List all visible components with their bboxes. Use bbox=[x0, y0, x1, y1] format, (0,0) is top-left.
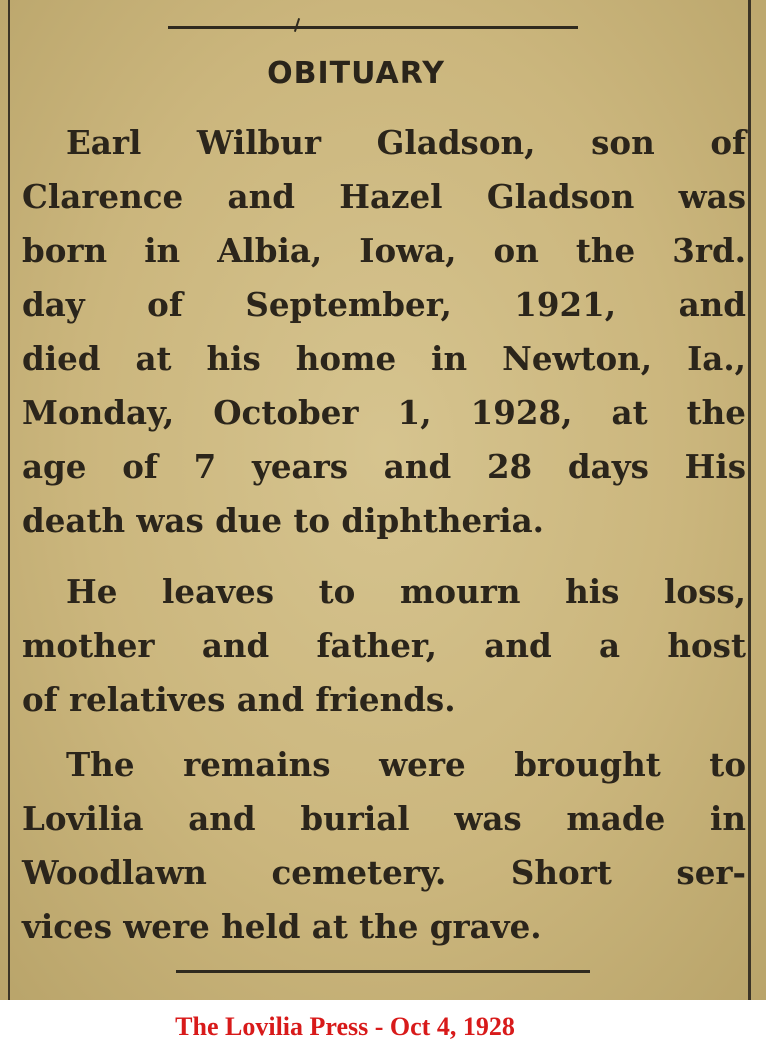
top-rule bbox=[168, 26, 578, 29]
text-line: Lovilia and burial was made in bbox=[22, 799, 746, 838]
text-line: of relatives and friends. bbox=[22, 680, 456, 719]
text-line: He leaves to mourn his loss, bbox=[66, 572, 746, 611]
text-line: born in Albia, Iowa, on the 3rd. bbox=[22, 231, 746, 270]
paragraph-1 bbox=[22, 116, 746, 548]
obituary-heading: OBITUARY bbox=[267, 56, 445, 91]
text-line: Clarence and Hazel Gladson was bbox=[22, 177, 746, 216]
text-line: age of 7 years and 28 days His bbox=[22, 447, 746, 486]
text-line: died at his home in Newton, Ia., bbox=[22, 339, 746, 378]
text-line: death was due to diphtheria. bbox=[22, 501, 544, 540]
text-line: The remains were brought to bbox=[66, 745, 746, 784]
text-line: mother and father, and a host bbox=[22, 626, 746, 665]
bottom-rule bbox=[176, 970, 590, 973]
text-line: Monday, October 1, 1928, at the bbox=[22, 393, 746, 432]
top-rule-mark bbox=[294, 18, 300, 32]
paragraph-2 bbox=[22, 565, 746, 727]
text-line: day of September, 1921, and bbox=[22, 285, 746, 324]
column-rule-right bbox=[748, 0, 751, 1000]
paragraph-3 bbox=[22, 738, 746, 954]
text-line: Earl Wilbur Gladson, son of bbox=[66, 123, 746, 162]
text-line: Woodlawn cemetery. Short ser- bbox=[22, 853, 746, 892]
column-rule-left bbox=[8, 0, 10, 1000]
source-caption: The Lovilia Press - Oct 4, 1928 bbox=[175, 1012, 515, 1041]
text-line: vices were held at the grave. bbox=[22, 907, 542, 946]
